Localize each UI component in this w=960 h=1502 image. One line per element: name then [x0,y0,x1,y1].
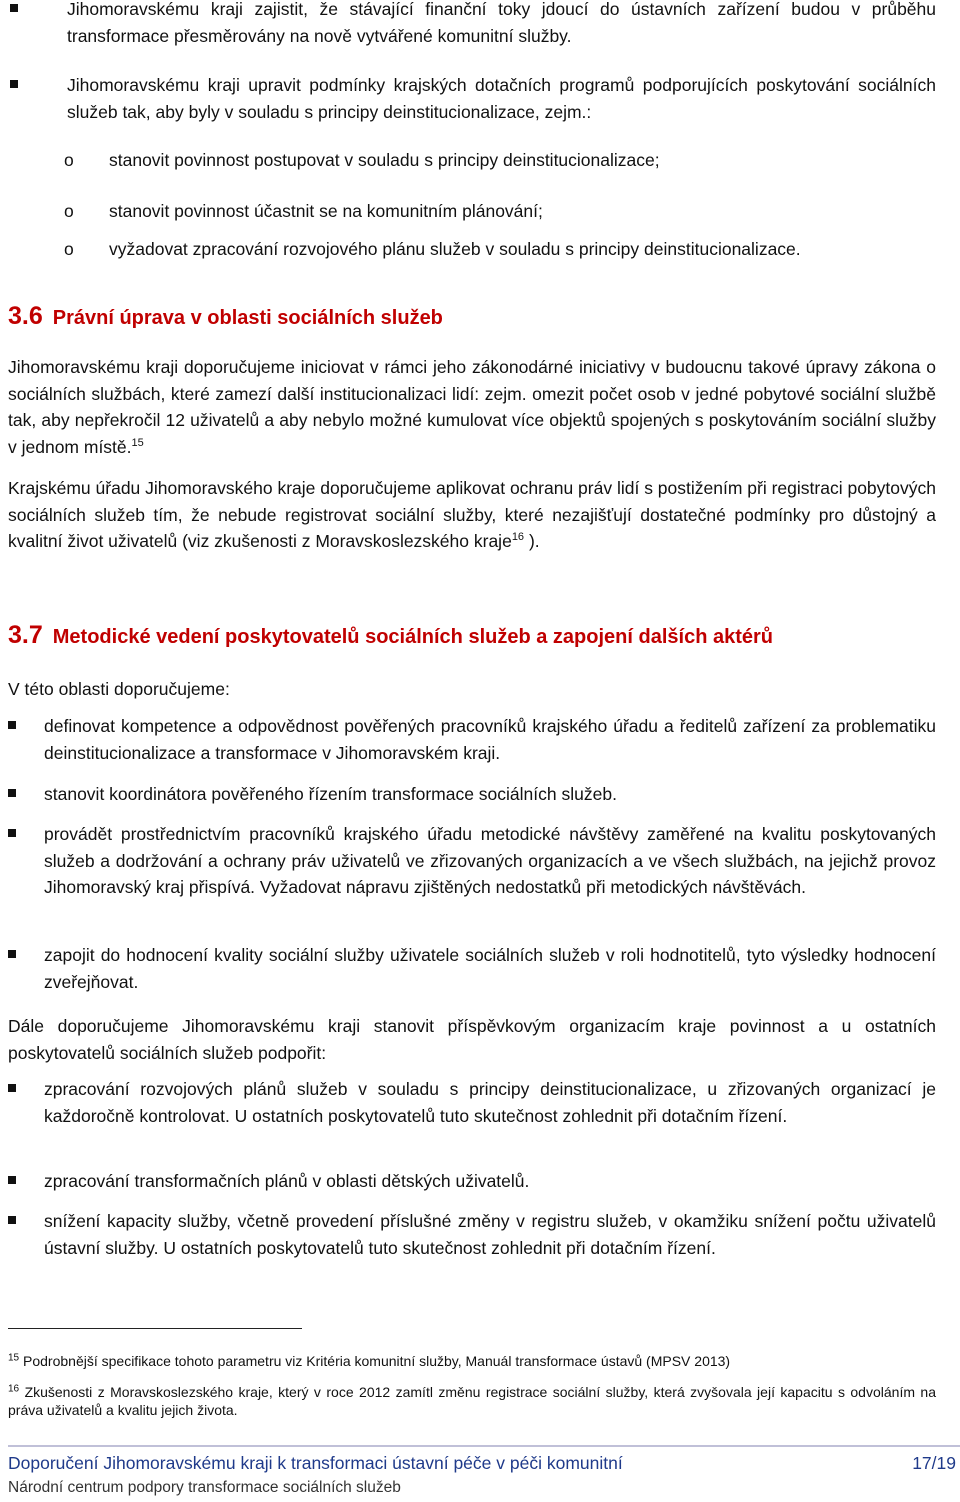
circle-bullet-icon: o [64,150,74,170]
footnote: $^{16}$ Zkušenosti z Moravskoslezského kraje, který v roce 2012 zamítl změnu registrace sociální služby, která zvyšovala její kapacitu s odvoláním na práva uživatelů a kvalitu jejich života. [8,1383,936,1418]
footnote-separator [8,1328,302,1329]
list-item: definovat kompetence a odpovědnost pověřených pracovníků krajského úřadu a ředitelů zařízení za problematiku deinstitucionalizace a transformace v Jihomoravském kraji. [8,713,936,766]
square-bullet-icon [8,1216,16,1224]
paragraph: V této oblasti doporučujeme: [8,679,230,699]
section-heading-3-6: 3.6 Právní úprava v oblasti sociálních služeb [8,302,443,330]
list-item: provádět prostřednictvím pracovníků krajského úřadu metodické návštěvy zaměřené na kvalitu poskytovaných služeb a dodržování a ochrany práv uživatelů ve zřizovaných organizacích a ve všech službách, na jejichž provoz Jihomoravský kraj přispívá. Vyžadovat nápravu zjištěných nedostatků při metodických návštěvách. [8,821,936,901]
section-heading-3-7: 3.7 Metodické vedení poskytovatelů sociálních služeb a zapojení dalších aktérů [8,621,773,649]
list-item: Jihomoravskému kraji zajistit, že stávající finanční toky jdoucí do ústavních zařízení budou v průběhu transformace přesměrovány na nově vytvářené komunitní služby. [10,0,936,49]
square-bullet-icon [8,1176,16,1184]
square-bullet-icon [8,721,16,729]
paragraph: Dále doporučujeme Jihomoravskému kraji stanovit příspěvkovým organizacím kraje povinnost a u ostatních poskytovatelů sociálních služeb podpořit: [8,1016,936,1063]
square-bullet-icon [8,1084,16,1092]
square-bullet-icon [10,80,18,88]
sub-list-item: o stanovit povinnost postupovat v souladu s principy deinstitucionalizace; [64,147,944,174]
list-item: zpracování transformačních plánů v oblasti dětských uživatelů. [8,1168,936,1195]
square-bullet-icon [8,789,16,797]
list-item: stanovit koordinátora pověřeného řízením transformace sociálních služeb. [8,781,936,808]
square-bullet-icon [8,829,16,837]
footnote-ref: 15 [131,436,144,449]
footer-divider [8,1445,960,1447]
page-number: 17/19 [912,1453,956,1473]
footer-title: Doporučení Jihomoravskému kraji k transformaci ústavní péče v péči komunitní [8,1453,623,1473]
list-item: zapojit do hodnocení kvality sociální služby uživatele sociálních služeb v roli hodnotitelů, tyto výsledky hodnocení zveřejňovat. [8,942,936,995]
list-item: Jihomoravskému kraji upravit podmínky krajských dotačních programů podporujících poskytování sociálních služeb tak, aby byly v souladu s principy deinstitucionalizace, zejm.: [10,72,936,125]
paragraph: Jihomoravskému kraji doporučujeme iniciovat v rámci jeho zákonodárné iniciativy v budoucnu takové úpravy zákona o sociálních službách, které zamezí další institucionalizaci lidí: zejm. omezit počet osob v jedné pobytové sociální službě tak, aby nepřekročil 12 uživatelů a aby nebylo možné kumulovat více objektů spojených s poskytováním sociální služby v jednom místě.$^{15}$ [8,357,936,457]
sub-list-item: o vyžadovat zpracování rozvojového plánu služeb v souladu s principy deinstitucionalizace. [64,236,944,263]
footnote-ref: 16 [511,531,525,544]
footer-organization: Národní centrum podpory transformace sociálních služeb [8,1479,401,1496]
square-bullet-icon [10,4,18,12]
sub-list-item: o stanovit povinnost účastnit se na komunitním plánování; [64,198,944,225]
footnote: $^{15}$ Podrobnější specifikace tohoto parametru viz Kritéria komunitní služby, Manuál transformace ústavů (MPSV 2013) [8,1352,731,1369]
circle-bullet-icon: o [64,201,74,221]
list-item: snížení kapacity služby, včetně provedení příslušné změny v registru služeb, v okamžiku snížení počtu uživatelů ústavní služby. U ostatních poskytovatelů tuto skutečnost zohlednit při dotačním řízení. [8,1208,936,1261]
paragraph: Krajskému úřadu Jihomoravského kraje doporučujeme aplikovat ochranu práv lidí s postižením při registraci pobytových sociálních služeb tím, že nebude registrovat sociální služby, které nezajišťují dostatečné podmínky pro důstojný a kvalitní život uživatelů (viz zkušenosti z Moravskoslezského kraje$^{16}$ ). [8,478,936,551]
list-item: zpracování rozvojových plánů služeb v souladu s principy deinstitucionalizace, u zřizovaných organizací je každoročně kontrolovat. U ostatních poskytovatelů tuto skutečnost zohlednit při dotačním řízení. [8,1076,936,1129]
circle-bullet-icon: o [64,239,74,259]
square-bullet-icon [8,950,16,958]
